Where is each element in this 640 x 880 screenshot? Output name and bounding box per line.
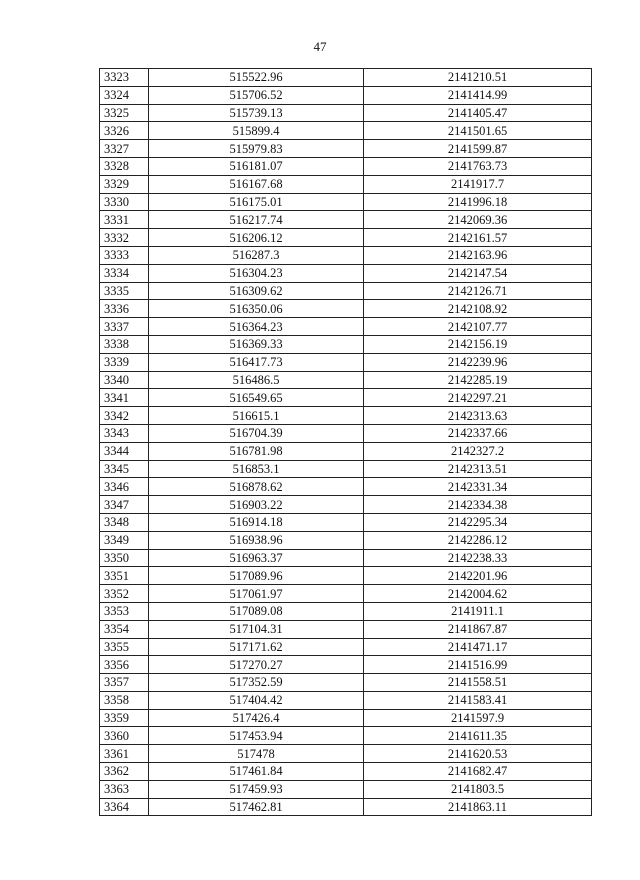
point-number-cell: 3345 — [100, 460, 149, 478]
table-row — [100, 638, 592, 656]
x-coordinate-cell: 516167.68 — [149, 175, 364, 193]
table-row — [100, 567, 592, 585]
x-coordinate-cell: 517478 — [149, 745, 364, 763]
y-coordinate-cell: 2141599.87 — [364, 140, 592, 158]
point-number-cell: 3355 — [100, 638, 149, 656]
point-number-cell: 3334 — [100, 264, 149, 282]
y-coordinate-cell: 2141501.65 — [364, 122, 592, 140]
table-row — [100, 318, 592, 336]
point-number-cell: 3352 — [100, 585, 149, 603]
point-number-cell: 3358 — [100, 691, 149, 709]
point-number-cell: 3336 — [100, 300, 149, 318]
x-coordinate-cell: 517453.94 — [149, 727, 364, 745]
point-number-cell: 3343 — [100, 424, 149, 442]
y-coordinate-cell: 2141583.41 — [364, 691, 592, 709]
x-coordinate-cell: 516287.3 — [149, 246, 364, 264]
table-row — [100, 407, 592, 425]
x-coordinate-cell: 516364.23 — [149, 318, 364, 336]
y-coordinate-cell: 2142313.63 — [364, 407, 592, 425]
table-row — [100, 104, 592, 122]
x-coordinate-cell: 517426.4 — [149, 709, 364, 727]
x-coordinate-cell: 516853.1 — [149, 460, 364, 478]
point-number-cell: 3333 — [100, 246, 149, 264]
y-coordinate-cell: 2142163.96 — [364, 246, 592, 264]
x-coordinate-cell: 516350.06 — [149, 300, 364, 318]
x-coordinate-cell: 515899.4 — [149, 122, 364, 140]
x-coordinate-cell: 516304.23 — [149, 264, 364, 282]
point-number-cell: 3357 — [100, 674, 149, 692]
point-number-cell: 3354 — [100, 620, 149, 638]
table-row — [100, 496, 592, 514]
point-number-cell: 3328 — [100, 157, 149, 175]
y-coordinate-cell: 2141558.51 — [364, 674, 592, 692]
y-coordinate-cell: 2142126.71 — [364, 282, 592, 300]
x-coordinate-cell: 515522.96 — [149, 69, 364, 87]
x-coordinate-cell: 516309.62 — [149, 282, 364, 300]
x-coordinate-cell: 517461.84 — [149, 763, 364, 781]
x-coordinate-cell: 516938.96 — [149, 531, 364, 549]
table-row — [100, 371, 592, 389]
point-number-cell: 3346 — [100, 478, 149, 496]
x-coordinate-cell: 516903.22 — [149, 496, 364, 514]
point-number-cell: 3356 — [100, 656, 149, 674]
y-coordinate-cell: 2141414.99 — [364, 86, 592, 104]
table-row — [100, 513, 592, 531]
y-coordinate-cell: 2142297.21 — [364, 389, 592, 407]
point-number-cell: 3350 — [100, 549, 149, 567]
point-number-cell: 3326 — [100, 122, 149, 140]
table-row — [100, 460, 592, 478]
y-coordinate-cell: 2142327.2 — [364, 442, 592, 460]
table-row — [100, 691, 592, 709]
x-coordinate-cell: 515739.13 — [149, 104, 364, 122]
point-number-cell: 3330 — [100, 193, 149, 211]
point-number-cell: 3340 — [100, 371, 149, 389]
table-row — [100, 478, 592, 496]
x-coordinate-cell: 516963.37 — [149, 549, 364, 567]
table-row — [100, 69, 592, 87]
y-coordinate-cell: 2141682.47 — [364, 763, 592, 781]
x-coordinate-cell: 516615.1 — [149, 407, 364, 425]
y-coordinate-cell: 2142331.34 — [364, 478, 592, 496]
point-number-cell: 3323 — [100, 69, 149, 87]
table-row — [100, 674, 592, 692]
point-number-cell: 3353 — [100, 602, 149, 620]
point-number-cell: 3361 — [100, 745, 149, 763]
page-number: 47 — [313, 39, 327, 54]
x-coordinate-cell: 517459.93 — [149, 780, 364, 798]
x-coordinate-cell: 516486.5 — [149, 371, 364, 389]
table-row — [100, 86, 592, 104]
table-row — [100, 300, 592, 318]
x-coordinate-cell: 516175.01 — [149, 193, 364, 211]
table-row — [100, 282, 592, 300]
y-coordinate-cell: 2141763.73 — [364, 157, 592, 175]
y-coordinate-cell: 2142285.19 — [364, 371, 592, 389]
y-coordinate-cell: 2142201.96 — [364, 567, 592, 585]
y-coordinate-cell: 2142238.33 — [364, 549, 592, 567]
table-row — [100, 389, 592, 407]
y-coordinate-cell: 2141996.18 — [364, 193, 592, 211]
y-coordinate-cell: 2141516.99 — [364, 656, 592, 674]
table-row — [100, 193, 592, 211]
point-number-cell: 3363 — [100, 780, 149, 798]
table-row — [100, 442, 592, 460]
table-row — [100, 798, 592, 816]
table-row — [100, 585, 592, 603]
x-coordinate-cell: 516549.65 — [149, 389, 364, 407]
x-coordinate-cell: 516217.74 — [149, 211, 364, 229]
table-row — [100, 424, 592, 442]
x-coordinate-cell: 517171.62 — [149, 638, 364, 656]
table-row — [100, 531, 592, 549]
y-coordinate-cell: 2142334.38 — [364, 496, 592, 514]
point-number-cell: 3362 — [100, 763, 149, 781]
x-coordinate-cell: 516704.39 — [149, 424, 364, 442]
y-coordinate-cell: 2141611.35 — [364, 727, 592, 745]
point-number-cell: 3335 — [100, 282, 149, 300]
point-number-cell: 3342 — [100, 407, 149, 425]
table-row — [100, 656, 592, 674]
x-coordinate-cell: 516181.07 — [149, 157, 364, 175]
point-number-cell: 3348 — [100, 513, 149, 531]
table-row — [100, 335, 592, 353]
table-row — [100, 175, 592, 193]
point-number-cell: 3337 — [100, 318, 149, 336]
y-coordinate-cell: 2142286.12 — [364, 531, 592, 549]
table-row — [100, 780, 592, 798]
table-row — [100, 264, 592, 282]
y-coordinate-cell: 2142313.51 — [364, 460, 592, 478]
coordinates-table — [99, 68, 592, 816]
point-number-cell: 3349 — [100, 531, 149, 549]
y-coordinate-cell: 2141210.51 — [364, 69, 592, 87]
x-coordinate-cell: 517104.31 — [149, 620, 364, 638]
point-number-cell: 3364 — [100, 798, 149, 816]
y-coordinate-cell: 2142156.19 — [364, 335, 592, 353]
x-coordinate-cell: 516369.33 — [149, 335, 364, 353]
table-row — [100, 229, 592, 247]
x-coordinate-cell: 516878.62 — [149, 478, 364, 496]
point-number-cell: 3341 — [100, 389, 149, 407]
point-number-cell: 3339 — [100, 353, 149, 371]
y-coordinate-cell: 2142337.66 — [364, 424, 592, 442]
table-row — [100, 140, 592, 158]
y-coordinate-cell: 2142147.54 — [364, 264, 592, 282]
point-number-cell: 3325 — [100, 104, 149, 122]
x-coordinate-cell: 517089.96 — [149, 567, 364, 585]
y-coordinate-cell: 2141803.5 — [364, 780, 592, 798]
y-coordinate-cell: 2142069.36 — [364, 211, 592, 229]
y-coordinate-cell: 2142108.92 — [364, 300, 592, 318]
y-coordinate-cell: 2142239.96 — [364, 353, 592, 371]
table-row — [100, 709, 592, 727]
y-coordinate-cell: 2142004.62 — [364, 585, 592, 603]
x-coordinate-cell: 517462.81 — [149, 798, 364, 816]
coordinates-table-body — [100, 69, 592, 816]
x-coordinate-cell: 517404.42 — [149, 691, 364, 709]
y-coordinate-cell: 2141597.9 — [364, 709, 592, 727]
x-coordinate-cell: 516914.18 — [149, 513, 364, 531]
y-coordinate-cell: 2141405.47 — [364, 104, 592, 122]
point-number-cell: 3360 — [100, 727, 149, 745]
point-number-cell: 3324 — [100, 86, 149, 104]
x-coordinate-cell: 517352.59 — [149, 674, 364, 692]
point-number-cell: 3332 — [100, 229, 149, 247]
x-coordinate-cell: 516781.98 — [149, 442, 364, 460]
table-row — [100, 122, 592, 140]
x-coordinate-cell: 517089.08 — [149, 602, 364, 620]
point-number-cell: 3344 — [100, 442, 149, 460]
y-coordinate-cell: 2141867.87 — [364, 620, 592, 638]
x-coordinate-cell: 517270.27 — [149, 656, 364, 674]
point-number-cell: 3329 — [100, 175, 149, 193]
table-row — [100, 602, 592, 620]
point-number-cell: 3327 — [100, 140, 149, 158]
y-coordinate-cell: 2141620.53 — [364, 745, 592, 763]
table-row — [100, 549, 592, 567]
y-coordinate-cell: 2141911.1 — [364, 602, 592, 620]
point-number-cell: 3359 — [100, 709, 149, 727]
x-coordinate-cell: 515706.52 — [149, 86, 364, 104]
table-row — [100, 620, 592, 638]
y-coordinate-cell: 2142161.57 — [364, 229, 592, 247]
x-coordinate-cell: 517061.97 — [149, 585, 364, 603]
point-number-cell: 3347 — [100, 496, 149, 514]
table-row — [100, 157, 592, 175]
x-coordinate-cell: 516417.73 — [149, 353, 364, 371]
table-row — [100, 727, 592, 745]
table-row — [100, 745, 592, 763]
table-row — [100, 246, 592, 264]
y-coordinate-cell: 2142295.34 — [364, 513, 592, 531]
y-coordinate-cell: 2141471.17 — [364, 638, 592, 656]
y-coordinate-cell: 2142107.77 — [364, 318, 592, 336]
y-coordinate-cell: 2141917.7 — [364, 175, 592, 193]
x-coordinate-cell: 516206.12 — [149, 229, 364, 247]
table-row — [100, 353, 592, 371]
x-coordinate-cell: 515979.83 — [149, 140, 364, 158]
point-number-cell: 3331 — [100, 211, 149, 229]
point-number-cell: 3351 — [100, 567, 149, 585]
point-number-cell: 3338 — [100, 335, 149, 353]
y-coordinate-cell: 2141863.11 — [364, 798, 592, 816]
table-row — [100, 211, 592, 229]
table-row — [100, 763, 592, 781]
